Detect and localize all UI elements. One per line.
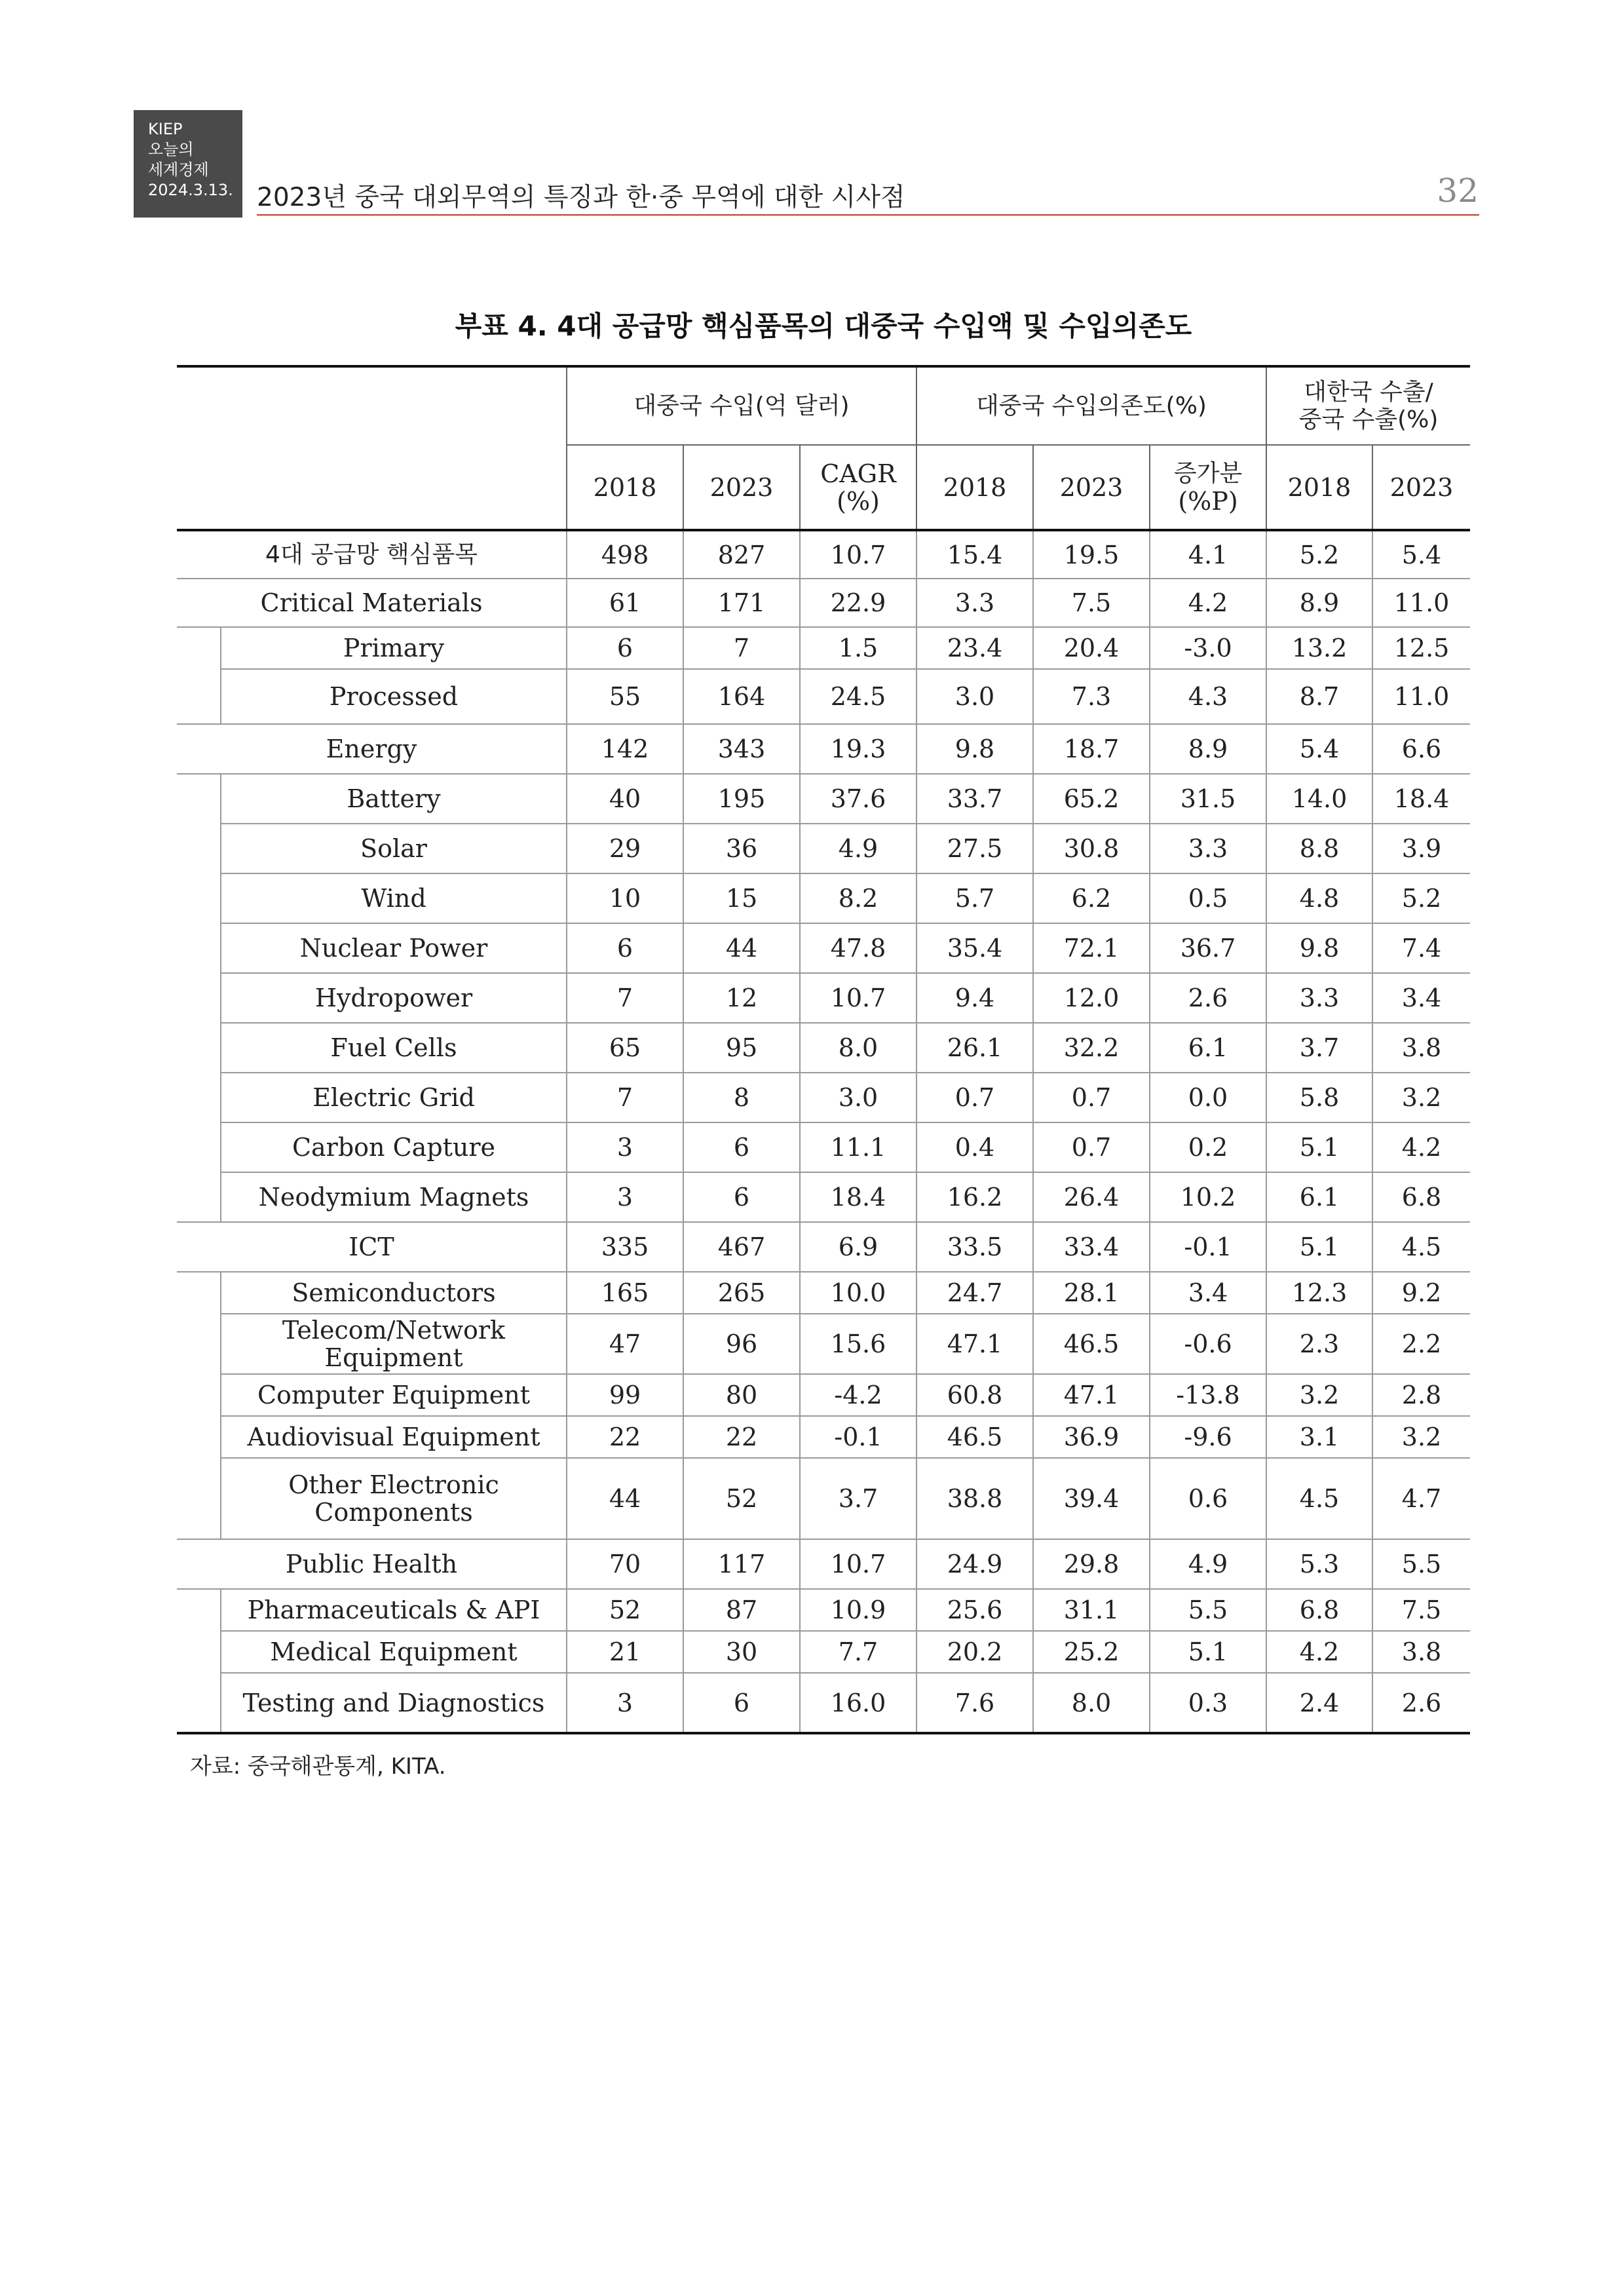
cell-imports-2018: 498 bbox=[567, 530, 683, 579]
cell-export-share-2023: 18.4 bbox=[1372, 774, 1470, 824]
cell-imports-cagr: 19.3 bbox=[800, 724, 916, 774]
cell-export-share-2023: 6.8 bbox=[1372, 1172, 1470, 1222]
row-label: Public Health bbox=[177, 1539, 567, 1589]
indent-cell bbox=[177, 1272, 221, 1314]
group-header-line: 대한국 수출/ bbox=[1304, 378, 1433, 406]
cell-imports-2023: 6 bbox=[683, 1172, 800, 1222]
page-number: 32 bbox=[1437, 172, 1479, 210]
row-label: Primary bbox=[221, 627, 567, 669]
subheader-2023: 2023 bbox=[1372, 445, 1470, 530]
cell-export-share-2018: 5.3 bbox=[1266, 1539, 1372, 1589]
subcategory-row bbox=[177, 774, 1470, 824]
row-label: Fuel Cells bbox=[221, 1023, 567, 1073]
cell-export-share-2018: 3.3 bbox=[1266, 973, 1372, 1023]
row-label: Processed bbox=[221, 669, 567, 724]
cell-dependence-2018: 24.7 bbox=[916, 1272, 1033, 1314]
cell-dependence-change: 36.7 bbox=[1150, 923, 1266, 973]
cell-imports-2018: 7 bbox=[567, 973, 683, 1023]
cell-dependence-2023: 31.1 bbox=[1033, 1589, 1150, 1631]
subheader-change bbox=[1150, 445, 1266, 530]
cell-dependence-2023: 25.2 bbox=[1033, 1631, 1150, 1673]
cell-dependence-change: -0.6 bbox=[1150, 1314, 1266, 1374]
cell-dependence-change: 3.4 bbox=[1150, 1272, 1266, 1314]
cell-export-share-2023: 7.5 bbox=[1372, 1589, 1470, 1631]
cell-dependence-2023: 33.4 bbox=[1033, 1222, 1150, 1272]
cell-dependence-2023: 8.0 bbox=[1033, 1673, 1150, 1733]
row-label: Wind bbox=[221, 873, 567, 923]
cell-dependence-change: 4.3 bbox=[1150, 669, 1266, 724]
badge-line: 오늘의 bbox=[148, 140, 194, 159]
row-label: Hydropower bbox=[221, 973, 567, 1023]
cell-imports-2023: 95 bbox=[683, 1023, 800, 1073]
row-label: 4대 공급망 핵심품목 bbox=[177, 530, 567, 579]
cell-imports-cagr: 24.5 bbox=[800, 669, 916, 724]
subcategory-row bbox=[177, 873, 1470, 923]
cell-export-share-2018: 5.8 bbox=[1266, 1073, 1372, 1122]
cell-imports-cagr: 3.7 bbox=[800, 1458, 916, 1539]
indent-cell bbox=[177, 973, 221, 1023]
cell-imports-2018: 70 bbox=[567, 1539, 683, 1589]
cell-imports-2023: 827 bbox=[683, 530, 800, 579]
cell-dependence-2018: 7.6 bbox=[916, 1673, 1033, 1733]
cell-dependence-2023: 12.0 bbox=[1033, 973, 1150, 1023]
cell-export-share-2018: 14.0 bbox=[1266, 774, 1372, 824]
cell-dependence-change: 4.9 bbox=[1150, 1539, 1266, 1589]
cell-export-share-2023: 3.2 bbox=[1372, 1416, 1470, 1458]
cell-export-share-2018: 9.8 bbox=[1266, 923, 1372, 973]
cell-export-share-2018: 5.1 bbox=[1266, 1222, 1372, 1272]
cell-dependence-2023: 19.5 bbox=[1033, 530, 1150, 579]
group-header-export-share bbox=[1266, 366, 1470, 445]
cell-export-share-2018: 3.1 bbox=[1266, 1416, 1372, 1458]
indent-cell bbox=[177, 1631, 221, 1673]
cell-export-share-2018: 12.3 bbox=[1266, 1272, 1372, 1314]
cell-dependence-change: 3.3 bbox=[1150, 824, 1266, 873]
row-label bbox=[221, 1458, 567, 1539]
subheader-cagr bbox=[800, 445, 916, 530]
row-label: Neodymium Magnets bbox=[221, 1172, 567, 1222]
category-row bbox=[177, 530, 1470, 579]
table-body bbox=[177, 530, 1470, 1733]
table-caption: 부표 4. 4대 공급망 핵심품목의 대중국 수입액 및 수입의존도 bbox=[455, 310, 1192, 342]
cell-dependence-change: -13.8 bbox=[1150, 1374, 1266, 1416]
indent-cell bbox=[177, 923, 221, 973]
cell-dependence-change: 0.5 bbox=[1150, 873, 1266, 923]
cell-dependence-2018: 38.8 bbox=[916, 1458, 1033, 1539]
cell-imports-2018: 52 bbox=[567, 1589, 683, 1631]
cell-dependence-2018: 0.7 bbox=[916, 1073, 1033, 1122]
indent-cell bbox=[177, 1673, 221, 1733]
cell-export-share-2023: 2.6 bbox=[1372, 1673, 1470, 1733]
cell-export-share-2018: 8.9 bbox=[1266, 579, 1372, 627]
indent-cell bbox=[177, 1122, 221, 1172]
header-divider bbox=[257, 214, 1479, 216]
subheader-line: (%P) bbox=[1178, 486, 1238, 516]
cell-dependence-2023: 47.1 bbox=[1033, 1374, 1150, 1416]
cell-dependence-change: 10.2 bbox=[1150, 1172, 1266, 1222]
cell-imports-2023: 30 bbox=[683, 1631, 800, 1673]
cell-imports-2023: 164 bbox=[683, 669, 800, 724]
cell-imports-2023: 44 bbox=[683, 923, 800, 973]
row-label: Nuclear Power bbox=[221, 923, 567, 973]
cell-dependence-change: 4.1 bbox=[1150, 530, 1266, 579]
cell-imports-cagr: 10.7 bbox=[800, 530, 916, 579]
badge-line: KIEP bbox=[148, 120, 183, 138]
cell-imports-2023: 6 bbox=[683, 1122, 800, 1172]
cell-dependence-2018: 27.5 bbox=[916, 824, 1033, 873]
group-header-line: 중국 수출(%) bbox=[1298, 406, 1439, 433]
row-label: Battery bbox=[221, 774, 567, 824]
cell-export-share-2023: 2.8 bbox=[1372, 1374, 1470, 1416]
cell-imports-2018: 47 bbox=[567, 1314, 683, 1374]
cell-imports-2023: 265 bbox=[683, 1272, 800, 1314]
cell-imports-2023: 52 bbox=[683, 1458, 800, 1539]
cell-imports-2018: 21 bbox=[567, 1631, 683, 1673]
cell-dependence-2018: 16.2 bbox=[916, 1172, 1033, 1222]
subheader-line: CAGR bbox=[820, 459, 896, 488]
cell-dependence-2023: 39.4 bbox=[1033, 1458, 1150, 1539]
cell-dependence-2023: 7.5 bbox=[1033, 579, 1150, 627]
cell-imports-cagr: 47.8 bbox=[800, 923, 916, 973]
cell-dependence-2018: 33.5 bbox=[916, 1222, 1033, 1272]
cell-dependence-change: 2.6 bbox=[1150, 973, 1266, 1023]
row-label: Computer Equipment bbox=[221, 1374, 567, 1416]
cell-dependence-2018: 60.8 bbox=[916, 1374, 1033, 1416]
cell-imports-2018: 6 bbox=[567, 923, 683, 973]
cell-dependence-2018: 35.4 bbox=[916, 923, 1033, 973]
subcategory-row bbox=[177, 1589, 1470, 1631]
cell-dependence-2018: 15.4 bbox=[916, 530, 1033, 579]
cell-imports-2023: 467 bbox=[683, 1222, 800, 1272]
cell-export-share-2018: 5.4 bbox=[1266, 724, 1372, 774]
cell-dependence-change: 0.0 bbox=[1150, 1073, 1266, 1122]
cell-dependence-2018: 46.5 bbox=[916, 1416, 1033, 1458]
cell-imports-2018: 3 bbox=[567, 1673, 683, 1733]
cell-export-share-2018: 8.7 bbox=[1266, 669, 1372, 724]
cell-imports-2018: 6 bbox=[567, 627, 683, 669]
cell-imports-cagr: 1.5 bbox=[800, 627, 916, 669]
cell-dependence-2018: 9.4 bbox=[916, 973, 1033, 1023]
cell-imports-2018: 22 bbox=[567, 1416, 683, 1458]
cell-imports-cagr: 22.9 bbox=[800, 579, 916, 627]
cell-export-share-2023: 7.4 bbox=[1372, 923, 1470, 973]
cell-dependence-2018: 47.1 bbox=[916, 1314, 1033, 1374]
cell-export-share-2023: 11.0 bbox=[1372, 579, 1470, 627]
source-note: 자료: 중국해관통계, KITA. bbox=[190, 1753, 446, 1780]
badge-line: 세계경제 bbox=[148, 161, 209, 179]
cell-dependence-change: 5.5 bbox=[1150, 1589, 1266, 1631]
header-blank-cell bbox=[177, 366, 567, 530]
cell-export-share-2018: 4.8 bbox=[1266, 873, 1372, 923]
cell-export-share-2018: 4.5 bbox=[1266, 1458, 1372, 1539]
cell-dependence-change: 4.2 bbox=[1150, 579, 1266, 627]
indent-cell bbox=[177, 774, 221, 824]
indent-cell bbox=[177, 873, 221, 923]
cell-dependence-2018: 25.6 bbox=[916, 1589, 1033, 1631]
subcategory-row bbox=[177, 1272, 1470, 1314]
cell-dependence-change: -0.1 bbox=[1150, 1222, 1266, 1272]
cell-imports-2023: 8 bbox=[683, 1073, 800, 1122]
row-label-line: Other Electronic bbox=[288, 1470, 499, 1499]
subheader-2023: 2023 bbox=[1033, 445, 1150, 530]
cell-export-share-2023: 4.2 bbox=[1372, 1122, 1470, 1172]
row-label: Medical Equipment bbox=[221, 1631, 567, 1673]
cell-imports-cagr: 10.7 bbox=[800, 1539, 916, 1589]
cell-export-share-2018: 3.2 bbox=[1266, 1374, 1372, 1416]
cell-imports-2018: 142 bbox=[567, 724, 683, 774]
indent-cell bbox=[177, 1374, 221, 1416]
subcategory-row bbox=[177, 824, 1470, 873]
indent-cell bbox=[177, 1589, 221, 1631]
cell-dependence-change: 8.9 bbox=[1150, 724, 1266, 774]
cell-dependence-2018: 26.1 bbox=[916, 1023, 1033, 1073]
cell-dependence-2018: 33.7 bbox=[916, 774, 1033, 824]
cell-export-share-2023: 3.8 bbox=[1372, 1631, 1470, 1673]
cell-dependence-2023: 29.8 bbox=[1033, 1539, 1150, 1589]
cell-export-share-2018: 2.4 bbox=[1266, 1673, 1372, 1733]
subcategory-row bbox=[177, 1023, 1470, 1073]
indent-cell bbox=[177, 1073, 221, 1122]
cell-export-share-2018: 3.7 bbox=[1266, 1023, 1372, 1073]
data-table bbox=[177, 365, 1470, 1734]
row-label: Carbon Capture bbox=[221, 1122, 567, 1172]
cell-imports-2023: 195 bbox=[683, 774, 800, 824]
row-label-line: Components bbox=[314, 1498, 473, 1527]
cell-dependence-2023: 72.1 bbox=[1033, 923, 1150, 973]
row-label: Energy bbox=[177, 724, 567, 774]
cell-export-share-2018: 5.1 bbox=[1266, 1122, 1372, 1172]
cell-export-share-2023: 12.5 bbox=[1372, 627, 1470, 669]
cell-imports-cagr: -4.2 bbox=[800, 1374, 916, 1416]
cell-imports-2018: 55 bbox=[567, 669, 683, 724]
cell-dependence-2018: 24.9 bbox=[916, 1539, 1033, 1589]
row-label: ICT bbox=[177, 1222, 567, 1272]
cell-imports-cagr: 8.0 bbox=[800, 1023, 916, 1073]
cell-dependence-2023: 7.3 bbox=[1033, 669, 1150, 724]
row-label: Critical Materials bbox=[177, 579, 567, 627]
indent-cell bbox=[177, 1023, 221, 1073]
cell-imports-2018: 7 bbox=[567, 1073, 683, 1122]
cell-export-share-2023: 4.7 bbox=[1372, 1458, 1470, 1539]
cell-export-share-2023: 5.5 bbox=[1372, 1539, 1470, 1589]
cell-imports-2023: 87 bbox=[683, 1589, 800, 1631]
cell-dependence-2023: 65.2 bbox=[1033, 774, 1150, 824]
indent-cell bbox=[177, 1314, 221, 1374]
subcategory-row bbox=[177, 923, 1470, 973]
indent-cell bbox=[177, 824, 221, 873]
cell-imports-2023: 22 bbox=[683, 1416, 800, 1458]
cell-imports-2023: 80 bbox=[683, 1374, 800, 1416]
cell-imports-2023: 12 bbox=[683, 973, 800, 1023]
table-header-groups bbox=[177, 366, 1470, 445]
cell-dependence-2023: 26.4 bbox=[1033, 1172, 1150, 1222]
subheader-2018: 2018 bbox=[916, 445, 1033, 530]
category-row bbox=[177, 579, 1470, 627]
cell-dependence-2018: 9.8 bbox=[916, 724, 1033, 774]
cell-dependence-2018: 20.2 bbox=[916, 1631, 1033, 1673]
subheader-2018: 2018 bbox=[567, 445, 683, 530]
cell-dependence-change: 0.6 bbox=[1150, 1458, 1266, 1539]
cell-imports-2018: 29 bbox=[567, 824, 683, 873]
cell-export-share-2023: 9.2 bbox=[1372, 1272, 1470, 1314]
cell-dependence-2023: 30.8 bbox=[1033, 824, 1150, 873]
subheader-2018: 2018 bbox=[1266, 445, 1372, 530]
subcategory-row bbox=[177, 669, 1470, 724]
row-label: Semiconductors bbox=[221, 1272, 567, 1314]
cell-export-share-2018: 6.1 bbox=[1266, 1172, 1372, 1222]
cell-imports-2018: 61 bbox=[567, 579, 683, 627]
cell-imports-2018: 40 bbox=[567, 774, 683, 824]
indent-cell bbox=[177, 669, 221, 724]
cell-imports-2018: 3 bbox=[567, 1122, 683, 1172]
publication-badge bbox=[134, 110, 242, 218]
cell-imports-cagr: 8.2 bbox=[800, 873, 916, 923]
cell-imports-cagr: 37.6 bbox=[800, 774, 916, 824]
row-label-line: Telecom/Network bbox=[282, 1316, 506, 1345]
category-row bbox=[177, 724, 1470, 774]
subcategory-row bbox=[177, 1314, 1470, 1374]
cell-imports-2018: 44 bbox=[567, 1458, 683, 1539]
cell-dependence-2023: 0.7 bbox=[1033, 1073, 1150, 1122]
cell-imports-2023: 6 bbox=[683, 1673, 800, 1733]
cell-dependence-2018: 3.3 bbox=[916, 579, 1033, 627]
cell-imports-cagr: 10.7 bbox=[800, 973, 916, 1023]
cell-dependence-2023: 6.2 bbox=[1033, 873, 1150, 923]
subcategory-row bbox=[177, 1673, 1470, 1733]
cell-imports-2023: 7 bbox=[683, 627, 800, 669]
row-label: Pharmaceuticals & API bbox=[221, 1589, 567, 1631]
cell-dependence-change: -9.6 bbox=[1150, 1416, 1266, 1458]
cell-export-share-2023: 3.4 bbox=[1372, 973, 1470, 1023]
cell-export-share-2023: 3.8 bbox=[1372, 1023, 1470, 1073]
cell-imports-cagr: 16.0 bbox=[800, 1673, 916, 1733]
cell-export-share-2023: 3.2 bbox=[1372, 1073, 1470, 1122]
category-row bbox=[177, 1222, 1470, 1272]
cell-imports-cagr: 10.0 bbox=[800, 1272, 916, 1314]
cell-dependence-change: 0.3 bbox=[1150, 1673, 1266, 1733]
cell-export-share-2018: 2.3 bbox=[1266, 1314, 1372, 1374]
row-label: Testing and Diagnostics bbox=[221, 1673, 567, 1733]
cell-dependence-2023: 32.2 bbox=[1033, 1023, 1150, 1073]
cell-imports-2023: 36 bbox=[683, 824, 800, 873]
cell-imports-2018: 165 bbox=[567, 1272, 683, 1314]
cell-imports-2018: 335 bbox=[567, 1222, 683, 1272]
group-header-imports: 대중국 수입(억 달러) bbox=[567, 366, 916, 445]
cell-export-share-2023: 11.0 bbox=[1372, 669, 1470, 724]
cell-imports-2023: 96 bbox=[683, 1314, 800, 1374]
cell-dependence-2023: 36.9 bbox=[1033, 1416, 1150, 1458]
cell-imports-cagr: 18.4 bbox=[800, 1172, 916, 1222]
cell-imports-cagr: 11.1 bbox=[800, 1122, 916, 1172]
cell-imports-2023: 15 bbox=[683, 873, 800, 923]
cell-dependence-2018: 3.0 bbox=[916, 669, 1033, 724]
indent-cell bbox=[177, 1172, 221, 1222]
cell-export-share-2023: 4.5 bbox=[1372, 1222, 1470, 1272]
cell-imports-2018: 10 bbox=[567, 873, 683, 923]
cell-imports-2023: 171 bbox=[683, 579, 800, 627]
subcategory-row bbox=[177, 973, 1470, 1023]
cell-dependence-2018: 0.4 bbox=[916, 1122, 1033, 1172]
cell-dependence-change: 5.1 bbox=[1150, 1631, 1266, 1673]
row-label: Audiovisual Equipment bbox=[221, 1416, 567, 1458]
subheader-2023: 2023 bbox=[683, 445, 800, 530]
cell-imports-cagr: 10.9 bbox=[800, 1589, 916, 1631]
cell-imports-2018: 99 bbox=[567, 1374, 683, 1416]
cell-dependence-2023: 0.7 bbox=[1033, 1122, 1150, 1172]
cell-dependence-2018: 23.4 bbox=[916, 627, 1033, 669]
cell-export-share-2018: 13.2 bbox=[1266, 627, 1372, 669]
cell-imports-cagr: 3.0 bbox=[800, 1073, 916, 1122]
cell-dependence-2023: 20.4 bbox=[1033, 627, 1150, 669]
cell-dependence-2023: 18.7 bbox=[1033, 724, 1150, 774]
subcategory-row bbox=[177, 1631, 1470, 1673]
cell-export-share-2018: 5.2 bbox=[1266, 530, 1372, 579]
cell-export-share-2018: 6.8 bbox=[1266, 1589, 1372, 1631]
cell-imports-cagr: 15.6 bbox=[800, 1314, 916, 1374]
cell-imports-2018: 65 bbox=[567, 1023, 683, 1073]
cell-export-share-2023: 2.2 bbox=[1372, 1314, 1470, 1374]
group-header-dependence: 대중국 수입의존도(%) bbox=[916, 366, 1266, 445]
subcategory-row bbox=[177, 1458, 1470, 1539]
cell-dependence-change: 0.2 bbox=[1150, 1122, 1266, 1172]
subcategory-row bbox=[177, 1122, 1470, 1172]
indent-cell bbox=[177, 627, 221, 669]
cell-imports-2023: 117 bbox=[683, 1539, 800, 1589]
cell-dependence-2023: 46.5 bbox=[1033, 1314, 1150, 1374]
badge-line: 2024.3.13. bbox=[148, 181, 233, 199]
cell-export-share-2023: 5.2 bbox=[1372, 873, 1470, 923]
cell-dependence-change: -3.0 bbox=[1150, 627, 1266, 669]
cell-export-share-2023: 6.6 bbox=[1372, 724, 1470, 774]
cell-imports-2023: 343 bbox=[683, 724, 800, 774]
cell-dependence-2023: 28.1 bbox=[1033, 1272, 1150, 1314]
cell-dependence-2018: 5.7 bbox=[916, 873, 1033, 923]
report-title: 2023년 중국 대외무역의 특징과 한·중 무역에 대한 시사점 bbox=[257, 183, 905, 212]
cell-export-share-2018: 8.8 bbox=[1266, 824, 1372, 873]
row-label: Electric Grid bbox=[221, 1073, 567, 1122]
subcategory-row bbox=[177, 1416, 1470, 1458]
subcategory-row bbox=[177, 1374, 1470, 1416]
cell-export-share-2023: 5.4 bbox=[1372, 530, 1470, 579]
row-label bbox=[221, 1314, 567, 1374]
cell-export-share-2018: 4.2 bbox=[1266, 1631, 1372, 1673]
cell-imports-cagr: 7.7 bbox=[800, 1631, 916, 1673]
cell-imports-cagr: 6.9 bbox=[800, 1222, 916, 1272]
category-row bbox=[177, 1539, 1470, 1589]
indent-cell bbox=[177, 1458, 221, 1539]
subheader-line: (%) bbox=[837, 486, 880, 516]
subcategory-row bbox=[177, 627, 1470, 669]
subheader-line: 증가분 bbox=[1173, 459, 1243, 487]
indent-cell bbox=[177, 1416, 221, 1458]
row-label-line: Equipment bbox=[324, 1343, 463, 1372]
row-label: Solar bbox=[221, 824, 567, 873]
cell-imports-cagr: 4.9 bbox=[800, 824, 916, 873]
cell-imports-cagr: -0.1 bbox=[800, 1416, 916, 1458]
cell-imports-2018: 3 bbox=[567, 1172, 683, 1222]
subcategory-row bbox=[177, 1073, 1470, 1122]
cell-export-share-2023: 3.9 bbox=[1372, 824, 1470, 873]
cell-dependence-change: 6.1 bbox=[1150, 1023, 1266, 1073]
subcategory-row bbox=[177, 1172, 1470, 1222]
cell-dependence-change: 31.5 bbox=[1150, 774, 1266, 824]
